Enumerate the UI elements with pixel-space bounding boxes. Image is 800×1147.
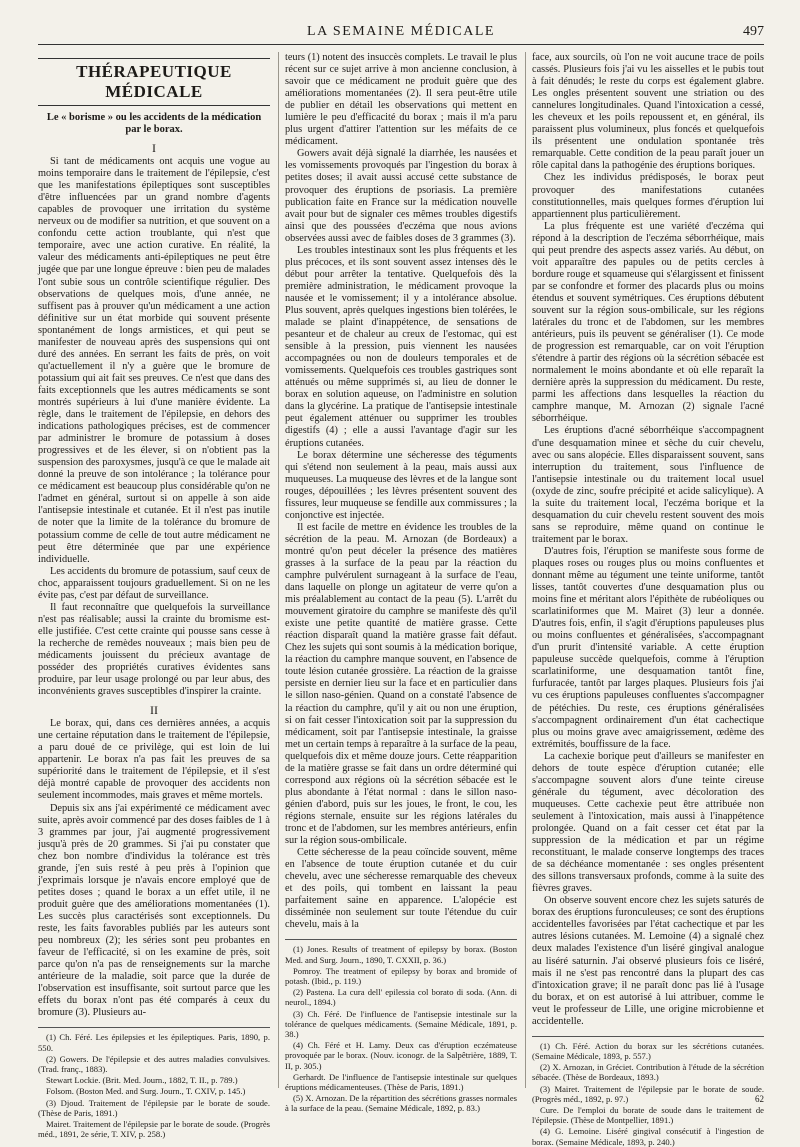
footnote: Mairet. Traitement de l'épilepsie par le borate de soude. (Progrès méd., 1891, 2e série, T. XIV, p. 258.) [38,1119,270,1140]
footnote: (4) Ch. Féré et H. Lamy. Deux cas d'éruption eczémateuse provoquée par le borax. (Nouv. iconogr. de la Salpêtrière, 1889, T. II, p. 305.) [285,1040,517,1071]
paragraph: Les accidents du bromure de potassium, sauf ceux de choc, apparaissent toujours graduellement. Si on ne les évite pas, c'est par défaut de surveillance. [38,565,270,601]
paragraph: La cachexie borique peut d'ailleurs se manifester en dehors de toute espèce d'éruption cutanée; elle s'accompagne souvent alors d'une teinte cireuse générale du tégument, avec décoloration des muqueuses. Cette cachexie peut être attribuée non seulement à l'intoxication, mais aussi à l'inappétence prolongée. Quand on a fait cesser cet état par la suppression de la médication et par un régime reconstituant, le malade conserve longtemps des traces de sa déchéance momentanée : ses ongles présentent des sillons transversaux profonds, comme à la suite des fièvres graves. [532,750,764,895]
paragraph: Le borax détermine une sécheresse des téguments qui s'étend non seulement à la peau, mais aussi aux muqueuses. La muqueuse des lèvres et de la langue sont rouges, dépouillées ; les lèvres présentent souvent des fissures, leur muqueuse se fendille aux commissures ; la conjonctive est injectée. [285,449,517,521]
paragraph: Chez les individus prédisposés, le borax peut provoquer des manifestations cutanées constitutionnelles, mais quelques formes d'éruption lui appartiennent plus particulièrement. [532,172,764,220]
footnote: Pomroy. The treatment of epilepsy by borax and bromide of potash. (Ibid., p. 119.) [285,965,517,987]
column-rule [525,52,526,1088]
section-heading: THÉRAPEUTIQUE MÉDICALE [38,58,270,106]
paragraph: Gowers avait déjà signalé la diarrhée, les nausées et les vomissements provoqués par l'ingestion du borax à petites doses; il avait aussi accusé cette substance de provoquer des éruptions de psoriasis. La première publication faite en France sur la médication nouvelle avait pour but de signaler ces mêmes troubles digestifs ainsi que des poussées d'eczéma que nous avions observées aussi avec de faibles doses de 3 grammes (3). [285,148,517,244]
footnote: (5) X. Arnozan. De la répartition des sécrétions grasses normales à la surface de la peau. (Semaine Médicale, 1892, p. 83.) [285,1093,517,1114]
paragraph: D'autres fois, l'éruption se manifeste sous forme de plaques roses ou rouges plus ou moins confluentes et donnant même au tégument une teinte uniforme, tantôt lisses, tantôt couvertes d'une desquamation plus ou moins fine et méritant alors l'épithète de rubéoliques ou scarlatiniformes que M. Mairet (3) leur a donnée. D'autres fois, enfin, il s'agit d'éruptions papuleuses plus ou moins confluentes et généralisées, s'accompagnant d'un prurit d'intensité variable. A cette éruption papuleuse succède quelquefois, comme à l'éruption scarlatiniforme, une desquamation tantôt fine, furfuracée, tantôt par larges plaques. Plusieurs fois j'ai vu ces éruptions papuleuses confluentes s'accompagner de pétéchies. Du reste, ces éruptions généralisées s'accompagnent ordinairement d'un état cachectique plus ou moins grave avec amaigrissement, œdème des extrémités, bouffissure de la face. [532,545,764,750]
footnotes [532,1036,764,1147]
column-rule [278,52,279,1088]
page-number: 497 [743,24,764,39]
running-head [38,22,764,45]
footnote: (2) X. Arnozan, in Gréciet. Contribution à l'étude de la sécrétion sébacée. (Thèse de Bordeaux, 1893.) [532,1062,764,1083]
paragraph: Les troubles intestinaux sont les plus fréquents et les plus précoces, et ils sont souvent assez intenses dès le début pour arrêter la tentative. Quelquefois dès la première administration, le médicament provoque la nausée et le vomissement; il y a intolérance absolue. Plus souvent, après quelques ingestions bien tolérées, le malade se plaint d'inappétence, de sensations de pesanteur et de chaleur au creux de l'estomac, qui est sensible à la pression, puis viennent les nausées accompagnées ou non de douleurs temporales et de vomissements. Quelquefois ces troubles gastriques sont atténués ou même supprimés si, au lieu de donner le borax en solution aqueuse, on l'administre en solution dans la glycérine. La pratique de l'antisepsie intestinale peut également atténuer ou supprimer les troubles digestifs (4) ; elle a aussi l'avantage d'agir sur les éruptions cutanées. [285,244,517,449]
footnote: (1) Ch. Féré. Les épilepsies et les épileptiques. Paris, 1890, p. 550. [38,1032,270,1053]
footnote: (1) Ch. Féré. Action du borax sur les sécrétions cutanées. (Semaine Médicale, 1893, p. 557.) [532,1040,764,1061]
paragraph: La plus fréquente est une variété d'eczéma qui répond à la description de l'eczéma séborrhéique, mais qui peut prendre des aspects assez variés. Au début, on voit apparaître des papules ou de petits cercles à bordure rouge et squameuse qui s'élargissent et finissent par se confondre et former des placards plus ou moins étendus et souvent symétriques. Ces éruptions débutent souvent sur la région sous-ombilicale, sur les régions latérales du tronc et de l'abdomen, sur les membres antérieurs, puis ils peuvent se généraliser (1). Ce mode de progression est remarquable, car on voit l'éruption s'étendre à partir des régions où la sécrétion sébacée est normalement le moins abondante et où elle reparaît la dernière après la suppression du médicament. Du reste, parmi les affections dans lesquelles la réaction du camphre manque, M. Arnozan (2) signale l'acné séborrhéique. [532,220,764,425]
footnote: (3) Ch. Féré. De l'influence de l'antisepsie intestinale sur la tolérance de quelques médicaments. (Semaine Médicale, 1891, p. 38.) [285,1008,517,1040]
column-2 [285,52,517,1114]
paragraph: Cette sécheresse de la peau coïncide souvent, même en l'absence de toute éruption cutanée et du cuir chevelu, avec une sécheresse remarquable des cheveux et des poils, qui tombent en laissant la peau parfaitement saine en apparence. L'alopécie est disséminée non seulement sur toute l'étendue du cuir chevelu, mais à la [285,847,517,931]
part-number: I [152,141,156,155]
footnote: (3) Djoud. Traitement de l'épilepsie par le borate de soude. (Thèse de Paris, 1891.) [38,1097,270,1118]
journal-page [38,22,764,1147]
footnotes [285,939,517,1113]
column-1 [38,52,270,1140]
footnote: Folsom. (Boston Med. and Surg. Journ., T. CXIV, p. 145.) [46,1086,246,1097]
article-title: Le « borisme » ou les accidents de la médication par le borax. [46,112,262,135]
journal-title: LA SEMAINE MÉDICALE [307,24,495,39]
paragraph: Si tant de médicaments ont acquis une vogue au moins temporaire dans le traitement de l'épilepsie, c'est que les manifestations épileptiques sont susceptibles d'être influencées par un grand nombre d'agents capables de provoquer une irritation du système nerveux ou de modifier sa nutrition, et que souvent on a confondu cette action troublante, qui n'est que temporaire, avec une action curative. En réalité, la valeur des médicaments anti-épileptiques ne peut être jugée que par une longue épreuve : bien peu de malades l'ont subie sous un contrôle scientifique régulier. Des observations de quelques mois, d'une année, ne suffisent pas à prouver qu'un médicament a une action définitive sur un état morbide qui souvent présente spontanément de longs armistices, et qui peut se manifester de nouveau après des suspensions qui ont duré des années. En serrant les faits de près, on voit qu'actuellement il n'y a guère que le bromure de potassium qui ait fait ses preuves. Ce n'est que dans des faits exceptionnels que les autres médicaments se sont montrés supérieurs à lui d'une manière évidente. La règle, dans le traitement de l'épilepsie, en dehors des indications pathologiques précises, est de commencer par administrer le bromure de potassium à doses progressives et de les élever, si on n'obtient pas la suspension des paroxysmes, jusqu'à ce que le malade ait donné la preuve de son intolérance ; la tolérance pour ce médicament est beaucoup plus considérable qu'on ne l'admet en général, surtout si on appelle à son aide l'antisepsie intestinale et cutanée. Et il n'est pas inutile de noter que la limite de la tolérance du bromure de potassium comme de celle de tout autre médicament ne peut être déterminée que par une expérience individuelle. [38,156,270,565]
footnote: (2) Pastena. La cura dell' epilessia col borato di soda. (Ann. di neurol., 1894.) [285,987,517,1008]
paragraph: On observe souvent encore chez les sujets saturés de borax des éruptions furonculeuses; ce sont des éruptions accidentelles favorisées par l'état cachectique et par les autres lésions cutanées. M. Lemoine (4) a signalé chez deux malades l'existence d'un liséré gingival analogue au liséré saturnin. J'ai observé plusieurs fois ce liséré, mais il ne s'est pas rencontré dans la plupart des cas d'intoxication grave; il ne paraît donc pas lié à l'usage du borax, et on est autorisé à lui attribuer, comme le veut le professeur de Lille, une origine microbienne et accidentelle. [532,895,764,1027]
part-number: II [150,703,158,718]
paragraph: Les éruptions d'acné séborrhéique s'accompagnent d'une desquamation minee et sèche du cuir chevelu, avec ou sans alopécie. Elles disparaissent souvent, sans interruption du traitement, sous l'influence de l'antisepsie intestinale ou du traitement local usuel (oxyde de zinc, soufre précipité et acide salicylique). A la suite du traitement local, l'eczéma borique et la desquamation du cuir chevelu restent souvent des mois sans se reproduire, même quand on continue le traitement par le borax. [532,425,764,545]
paragraph: Le borax, qui, dans ces dernières années, a acquis une certaine réputation dans le traitement de l'épilepsie, a paru doué de ce privilège, qui est loin de lui appartenir. Le borax n'a pas fait les preuves de sa supériorité dans le traitement de l'épilepsie, et il s'est déjà montré capable de provoquer des accidents non seulement incommodes, mais graves et même mortels. [38,718,270,802]
signature-mark: 62 [755,1094,764,1104]
paragraph: teurs (1) notent des insuccès complets. Le travail le plus récent sur ce sujet arrive à mon ancienne conclusion, à savoir que ce médicament ne produit guère que des améliorations momentanées (2). Il sera peut-être utile de publier en détail les observations qui mettent en lumière le peu d'efficacité du borax ; mais il m'a paru plus urgent d'attirer l'attention sur les méfaits de ce médicament. [285,52,517,148]
paragraph: Il est facile de mettre en évidence les troubles de la sécrétion de la peau. M. Arnozan (de Bordeaux) a montré qu'on peut déceler la présence des matières grasses à la surface de la peau par la réaction du camphre pulvérulent surnageant à la surface de l'eau, dans laquelle on plonge un agitateur de verre qu'on a mis préalablement au contact de la peau (5). L'arrêt du mouvement giratoire du camphre se manifeste dès qu'il existe une petite quantité de matière grasse. Cette réaction disparaît quand la matière grasse fait défaut. Chez les sujets qui sont soumis à la médication borique, la réaction du camphre manque souvent, en l'absence de toute lésion cutanée grossière. La réaction de la graisse persiste en dernier lieu sur la face et en particulier dans le sillon naso-génien. Quand on a constaté l'absence de la réaction du camphre, qu'il y ait ou non une éruption, si on fait cesser l'intoxication soit par la suppression du médicament, soit par l'antisepsie intestinale, la graisse met un certain temps à reparaître à la surface de la peau, quelquefois dix et même douze jours. Cette réapparition de la matière grasse se fait dans un ordre déterminé qui correspond aux régions où la sécrétion sébacée est le plus abondante à l'état normal : dans le sillon naso-génien d'abord, puis sur les joues, le front, le cou, les régions sternale, ensuite sur les régions latérales du tronc et de l'abdomen, sur les membres antérieurs, enfin sur la région sous-ombilicale. [285,521,517,847]
paragraph: Depuis six ans j'ai expérimenté ce médicament avec suite, après avoir commencé par des doses faibles de 1 à 3 grammes par jour, j'ai augmenté progressivement jusqu'à près de 20 grammes. Si j'ai pu constater que chez bon nombre d'individus la tolérance est très grande, j'en suis resté à peu près à l'opinion que j'exprimais lorsque je n'avais encore employé que de petites doses ; quand le borax a un effet utile, il ne produit guère que des améliorations momentanées (1). Les succès plus caractérisés sont exceptionnels. Du reste, les faits favorables publiés par les auteurs sont peu nombreux (2); les séries sont peu probantes en faveur de l'efficacité, si on les examine de près, soit parce qu'on n'a pas de renseignements sur la marche antérieure de la maladie, soit parce que la durée de l'observation est insuffisante, soit surtout parce que les effets du borax n'ont pas été comparés à ceux du bromure (3). Plusieurs au- [38,802,270,1019]
footnote: (3) Mairet. Traitement de l'épilepsie par le borate de soude. (Progrès méd., 1892, p. 97.) [532,1083,764,1104]
paragraph: Il faut reconnaître que quelquefois la surveillance n'est pas réalisable; aussi la crainte du bromisme est-elle justifiée. C'est cette crainte qui pousse sans cesse à la recherche de remèdes nouveaux ; mais bien peu de médicaments jouissent du précieux avantage de posséder des propriétés curatives évidentes sans produire, par leur usage prolongé ou par leur abus, des inconvénients graves susceptibles d'inspirer la crainte. [38,601,270,698]
footnote: Gerhardt. De l'influence de l'antisepsie intestinale sur quelques éruptions médicamenteuses. (Thèse de Paris, 1891.) [285,1071,517,1093]
footnote: (1) Jones. Results of treatment of epilepsy by borax. (Boston Med. and Surg. Journ., 1890, T. CXXII, p. 36.) [285,944,517,965]
paragraph: face, aux sourcils, où l'on ne voit aucune trace de poils cassés. Plusieurs fois j'ai vu les aisselles et le pubis tout à fait dénudés; le reste du corps est également glabre. Les ongles présentent souvent une striation ou des cannelures longitudinales. Quand l'intoxication a cessé, les cheveux et les poils repoussent et, en général, ils paraissent plus volumineux, plus foncés et quelquefois ils présentent une ondulation spontanée très remarquable. Cette condition de la peau paraît jouer un rôle capital dans la pathogénie des éruptions boriques. [532,52,764,172]
footnotes [38,1027,270,1139]
footnote: (2) Gowers. De l'épilepsie et des autres maladies convulsives. (Trad. franç., 1883). [38,1053,270,1074]
footnote: Cure. De l'emploi du borate de soude dans le traitement de l'épilepsie. (Thèse de Montpellier, 1891.) [532,1105,764,1126]
footnote: Stewart Lockie. (Brit. Med. Journ., 1882, T. II., p. 789.) [46,1075,238,1086]
footnote: (4) G. Lemoine. Liséré gingival consécutif à l'ingestion de borax. (Semaine Médicale, 1893, p. 240.) [532,1126,764,1147]
